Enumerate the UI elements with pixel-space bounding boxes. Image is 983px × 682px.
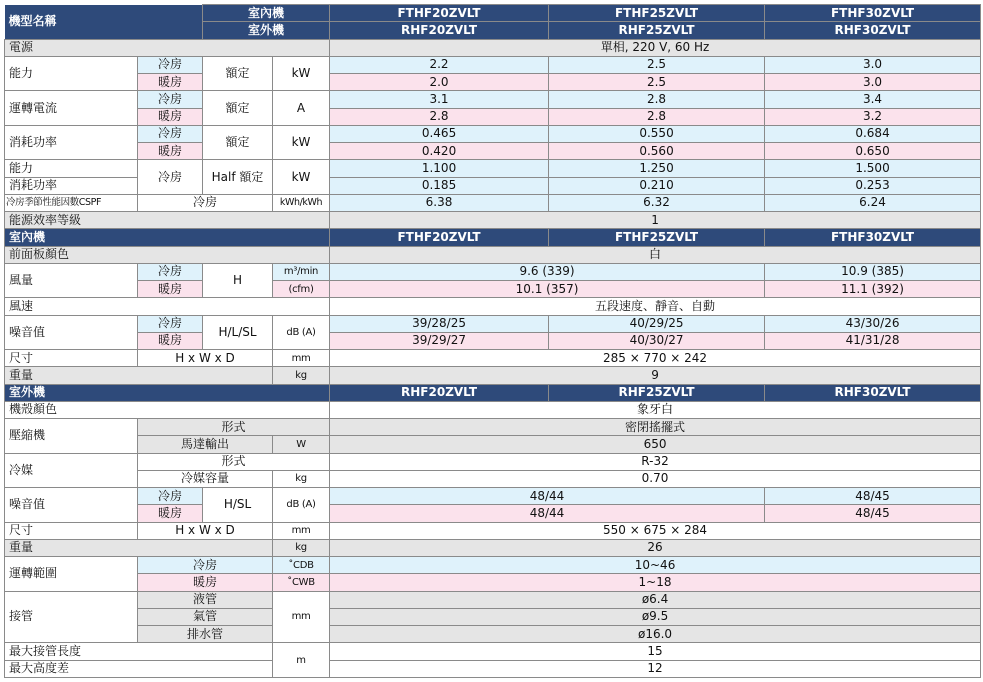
current-cool-3: 3.4 bbox=[765, 91, 981, 108]
capacity-unit: kW bbox=[273, 56, 330, 91]
outdoor-noise-unit: dB (A) bbox=[273, 488, 330, 523]
operating-cool-value: 10~46 bbox=[330, 557, 981, 574]
refrigerant-charge-unit: kg bbox=[273, 470, 330, 487]
indoor-dimensions-value: 285 × 770 × 242 bbox=[330, 350, 981, 367]
fan-speed-value: 五段速度、靜音、自動 bbox=[330, 298, 981, 315]
airflow-unit-top: m³/min bbox=[273, 263, 330, 280]
airflow-heat-1: 10.1 (357) bbox=[330, 281, 765, 298]
current-cool-1: 3.1 bbox=[330, 91, 549, 108]
outdoor-weight-label: 重量 bbox=[5, 539, 273, 556]
refrigerant-label: 冷媒 bbox=[5, 453, 138, 488]
half-power-2: 0.210 bbox=[549, 177, 765, 194]
current-heat-2: 2.8 bbox=[549, 108, 765, 125]
rated-label: 額定 bbox=[203, 91, 273, 126]
gas-pipe-value: ø9.5 bbox=[330, 608, 981, 625]
outdoor-weight-unit: kg bbox=[273, 539, 330, 556]
refrigerant-charge-label: 冷媒容量 bbox=[138, 470, 273, 487]
outdoor-model-2: RHF25ZVLT bbox=[549, 22, 765, 39]
indoor-weight-label: 重量 bbox=[5, 367, 273, 384]
power-cool-1: 0.465 bbox=[330, 125, 549, 142]
current-heat-1: 2.8 bbox=[330, 108, 549, 125]
indoor-section-title: 室內機 bbox=[5, 229, 330, 246]
indoor-section-model-2: FTHF25ZVLT bbox=[549, 229, 765, 246]
airflow-label: 風量 bbox=[5, 263, 138, 298]
compressor-type-value: 密閉搖擺式 bbox=[330, 419, 981, 436]
casing-color-label: 機殼顏色 bbox=[5, 401, 330, 418]
indoor-section-model-3: FTHF30ZVLT bbox=[765, 229, 981, 246]
cool-label: 冷房 bbox=[138, 160, 203, 195]
outdoor-noise-heat-2: 48/45 bbox=[765, 505, 981, 522]
cool-label: 冷房 bbox=[138, 125, 203, 142]
operating-range-label: 運轉範圍 bbox=[5, 557, 138, 592]
heat-label: 暖房 bbox=[138, 505, 203, 522]
cspf-value-2: 6.32 bbox=[549, 194, 765, 211]
operating-heat-value: 1~18 bbox=[330, 574, 981, 591]
heat-label: 暖房 bbox=[138, 74, 203, 91]
indoor-noise-heat-1: 39/29/27 bbox=[330, 332, 549, 349]
cspf-value-3: 6.24 bbox=[765, 194, 981, 211]
spec-table bbox=[4, 4, 981, 678]
indoor-dimensions-label: 尺寸 bbox=[5, 350, 138, 367]
half-capacity-label: 能力 bbox=[5, 160, 138, 177]
refrigerant-form-label: 形式 bbox=[138, 453, 330, 470]
cool-label: 冷房 bbox=[138, 91, 203, 108]
airflow-cool-1: 9.6 (339) bbox=[330, 263, 765, 280]
cool-label: 冷房 bbox=[138, 315, 203, 332]
cspf-unit: kWh/kWh bbox=[273, 194, 330, 211]
power-consumption-unit: kW bbox=[273, 125, 330, 160]
capacity-label: 能力 bbox=[5, 56, 138, 91]
outdoor-section-model-2: RHF25ZVLT bbox=[549, 384, 765, 401]
refrigerant-type-value: R-32 bbox=[330, 453, 981, 470]
half-power-1: 0.185 bbox=[330, 177, 549, 194]
power-source-value: 單相, 220 V, 60 Hz bbox=[330, 39, 981, 56]
casing-color-value: 象牙白 bbox=[330, 401, 981, 418]
capacity-cool-1: 2.2 bbox=[330, 56, 549, 73]
indoor-dimensions-spec: H x W x D bbox=[138, 350, 273, 367]
indoor-noise-level: H/L/SL bbox=[203, 315, 273, 350]
compressor-form-label: 形式 bbox=[138, 419, 330, 436]
outdoor-noise-heat-1: 48/44 bbox=[330, 505, 765, 522]
max-height-value: 12 bbox=[330, 660, 981, 678]
max-height-label: 最大高度差 bbox=[5, 660, 273, 678]
operating-heat-label: 暖房 bbox=[138, 574, 273, 591]
indoor-model-1: FTHF20ZVLT bbox=[330, 5, 549, 22]
indoor-noise-label: 噪音值 bbox=[5, 315, 138, 350]
piping-unit: mm bbox=[273, 591, 330, 643]
outdoor-section-model-3: RHF30ZVLT bbox=[765, 384, 981, 401]
max-length-value: 15 bbox=[330, 643, 981, 660]
energy-grade-value: 1 bbox=[330, 212, 981, 229]
drain-pipe-value: ø16.0 bbox=[330, 626, 981, 643]
energy-grade-label: 能源效率等級 bbox=[5, 212, 330, 229]
indoor-noise-cool-3: 43/30/26 bbox=[765, 315, 981, 332]
capacity-cool-2: 2.5 bbox=[549, 56, 765, 73]
fan-speed-label: 風速 bbox=[5, 298, 330, 315]
current-unit: A bbox=[273, 91, 330, 126]
outdoor-model-3: RHF30ZVLT bbox=[765, 22, 981, 39]
outdoor-dimensions-spec: H x W x D bbox=[138, 522, 273, 539]
power-heat-2: 0.560 bbox=[549, 143, 765, 160]
rated-label: 額定 bbox=[203, 125, 273, 160]
outdoor-section-model-1: RHF20ZVLT bbox=[330, 384, 549, 401]
heat-label: 暖房 bbox=[138, 143, 203, 160]
airflow-level: H bbox=[203, 263, 273, 298]
current-cool-2: 2.8 bbox=[549, 91, 765, 108]
half-unit: kW bbox=[273, 160, 330, 195]
indoor-noise-heat-2: 40/30/27 bbox=[549, 332, 765, 349]
airflow-heat-2: 11.1 (392) bbox=[765, 281, 981, 298]
half-power-label: 消耗功率 bbox=[5, 177, 138, 194]
liquid-pipe-label: 液管 bbox=[138, 591, 273, 608]
liquid-pipe-value: ø6.4 bbox=[330, 591, 981, 608]
operating-heat-unit: ˚CWB bbox=[273, 574, 330, 591]
outdoor-dimensions-value: 550 × 675 × 284 bbox=[330, 522, 981, 539]
airflow-cool-2: 10.9 (385) bbox=[765, 263, 981, 280]
half-rated-label: Half 額定 bbox=[203, 160, 273, 195]
panel-color-value: 白 bbox=[330, 246, 981, 263]
outdoor-noise-cool-1: 48/44 bbox=[330, 488, 765, 505]
cool-label: 冷房 bbox=[138, 56, 203, 73]
indoor-noise-heat-3: 41/31/28 bbox=[765, 332, 981, 349]
power-consumption-label: 消耗功率 bbox=[5, 125, 138, 160]
half-capacity-1: 1.100 bbox=[330, 160, 549, 177]
outdoor-noise-cool-2: 48/45 bbox=[765, 488, 981, 505]
heat-label: 暖房 bbox=[138, 281, 203, 298]
gas-pipe-label: 氣管 bbox=[138, 608, 273, 625]
half-power-3: 0.253 bbox=[765, 177, 981, 194]
half-capacity-2: 1.250 bbox=[549, 160, 765, 177]
rated-label: 額定 bbox=[203, 56, 273, 91]
capacity-heat-2: 2.5 bbox=[549, 74, 765, 91]
cspf-mode: 冷房 bbox=[138, 194, 273, 211]
heat-label: 暖房 bbox=[138, 332, 203, 349]
heat-label: 暖房 bbox=[138, 108, 203, 125]
indoor-noise-unit: dB (A) bbox=[273, 315, 330, 350]
current-label: 運轉電流 bbox=[5, 91, 138, 126]
indoor-model-3: FTHF30ZVLT bbox=[765, 5, 981, 22]
current-heat-3: 3.2 bbox=[765, 108, 981, 125]
outdoor-weight-value: 26 bbox=[330, 539, 981, 556]
power-heat-3: 0.650 bbox=[765, 143, 981, 160]
refrigerant-charge-value: 0.70 bbox=[330, 470, 981, 487]
indoor-model-2: FTHF25ZVLT bbox=[549, 5, 765, 22]
cspf-value-1: 6.38 bbox=[330, 194, 549, 211]
max-length-label: 最大接管長度 bbox=[5, 643, 273, 660]
model-name-label: 機型名稱 bbox=[5, 5, 203, 40]
airflow-unit-bottom: (cfm) bbox=[273, 281, 330, 298]
indoor-noise-cool-1: 39/28/25 bbox=[330, 315, 549, 332]
power-cool-2: 0.550 bbox=[549, 125, 765, 142]
motor-output-value: 650 bbox=[330, 436, 981, 453]
outdoor-dimensions-unit: mm bbox=[273, 522, 330, 539]
indoor-dimensions-unit: mm bbox=[273, 350, 330, 367]
max-unit: m bbox=[273, 643, 330, 678]
indoor-weight-value: 9 bbox=[330, 367, 981, 384]
indoor-unit-label: 室內機 bbox=[203, 5, 330, 22]
motor-output-label: 馬達輸出 bbox=[138, 436, 273, 453]
cool-label: 冷房 bbox=[138, 488, 203, 505]
outdoor-noise-level: H/SL bbox=[203, 488, 273, 523]
power-cool-3: 0.684 bbox=[765, 125, 981, 142]
compressor-label: 壓縮機 bbox=[5, 419, 138, 454]
power-source-label: 電源 bbox=[5, 39, 330, 56]
outdoor-dimensions-label: 尺寸 bbox=[5, 522, 138, 539]
piping-label: 接管 bbox=[5, 591, 138, 643]
motor-output-unit: W bbox=[273, 436, 330, 453]
indoor-section-model-1: FTHF20ZVLT bbox=[330, 229, 549, 246]
capacity-cool-3: 3.0 bbox=[765, 56, 981, 73]
outdoor-unit-label: 室外機 bbox=[203, 22, 330, 39]
capacity-heat-1: 2.0 bbox=[330, 74, 549, 91]
capacity-heat-3: 3.0 bbox=[765, 74, 981, 91]
half-capacity-3: 1.500 bbox=[765, 160, 981, 177]
outdoor-noise-label: 噪音值 bbox=[5, 488, 138, 523]
indoor-weight-unit: kg bbox=[273, 367, 330, 384]
power-heat-1: 0.420 bbox=[330, 143, 549, 160]
operating-cool-unit: ˚CDB bbox=[273, 557, 330, 574]
outdoor-model-1: RHF20ZVLT bbox=[330, 22, 549, 39]
cspf-label: 冷房季節性能因數CSPF bbox=[5, 194, 138, 211]
indoor-noise-cool-2: 40/29/25 bbox=[549, 315, 765, 332]
outdoor-section-title: 室外機 bbox=[5, 384, 330, 401]
operating-cool-label: 冷房 bbox=[138, 557, 273, 574]
drain-pipe-label: 排水管 bbox=[138, 626, 273, 643]
cool-label: 冷房 bbox=[138, 263, 203, 280]
panel-color-label: 前面板顏色 bbox=[5, 246, 330, 263]
